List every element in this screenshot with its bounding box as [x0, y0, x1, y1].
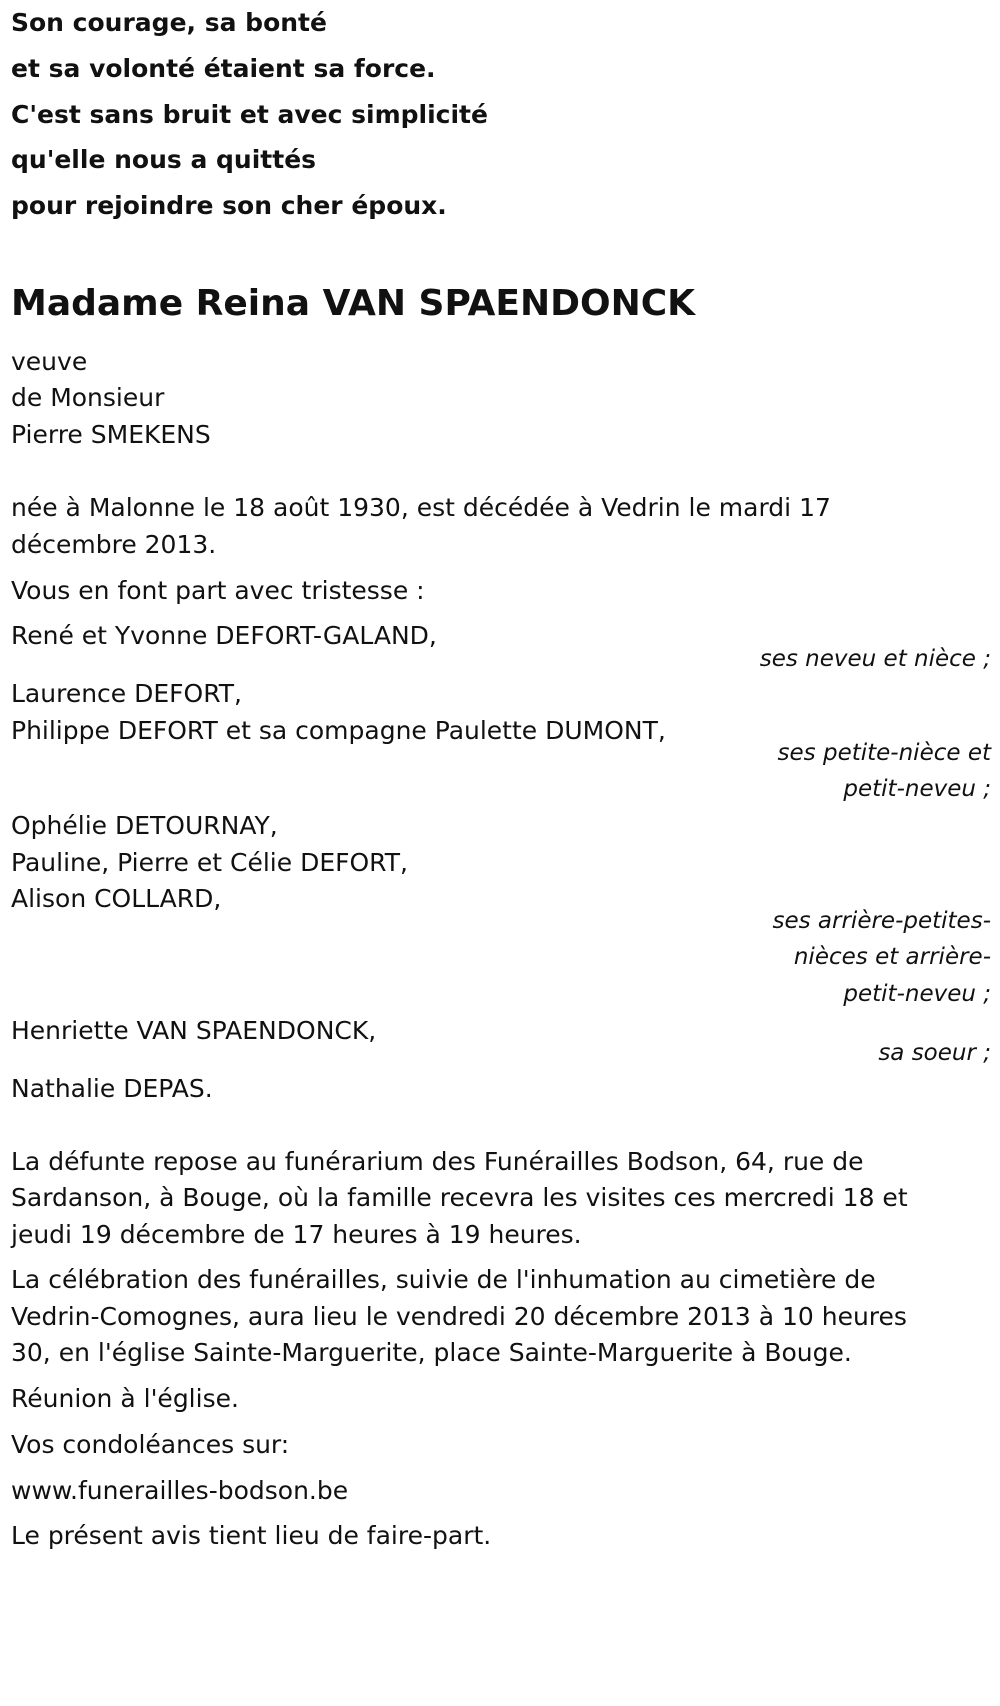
deceased-name: Madame Reina VAN SPAENDONCK	[11, 283, 696, 324]
family-relation: ses neveu et nièce ;	[759, 646, 991, 672]
family-relation: sa soeur ;	[878, 1040, 991, 1066]
ceremony-line-1: La célébration des funérailles, suivie de l'inhumation au cimetière de	[11, 1265, 876, 1294]
ceremony-line-3: 30, en l'église Sainte-Marguerite, place Sainte-Marguerite à Bouge.	[11, 1338, 852, 1367]
visitation-line-1: La défunte repose au funérarium des Funérailles Bodson, 64, rue de	[11, 1147, 864, 1176]
family-relation: ses arrière-petites-	[772, 908, 991, 934]
family-name: Pauline, Pierre et Célie DEFORT,	[11, 848, 408, 877]
family-name: Alison COLLARD,	[11, 884, 222, 913]
family-name: Laurence DEFORT,	[11, 679, 242, 708]
family-relation: petit-neveu ;	[843, 981, 991, 1007]
visitation-line-3: jeudi 19 décembre de 17 heures à 19 heures.	[11, 1220, 582, 1249]
condolences-label: Vos condoléances sur:	[11, 1430, 290, 1459]
reunion-note: Réunion à l'église.	[11, 1384, 239, 1413]
visitation-line-2: Sardanson, à Bouge, où la famille recevra les visites ces mercredi 18 et	[11, 1183, 908, 1212]
intro-line-4: qu'elle nous a quittés	[11, 145, 317, 174]
birth-death-line-2: décembre 2013.	[11, 530, 217, 559]
spouse-line-1: veuve	[11, 347, 88, 376]
family-name: Nathalie DEPAS.	[11, 1074, 213, 1103]
family-name: René et Yvonne DEFORT-GALAND,	[11, 621, 437, 650]
family-relation: nièces et arrière-	[793, 944, 991, 970]
spouse-line-2: de Monsieur	[11, 383, 165, 412]
announcement: Vous en font part avec tristesse :	[11, 576, 425, 605]
closing-note: Le présent avis tient lieu de faire-part.	[11, 1521, 492, 1550]
ceremony-line-2: Vedrin-Comognes, aura lieu le vendredi 20 décembre 2013 à 10 heures	[11, 1302, 907, 1331]
intro-line-3: C'est sans bruit et avec simplicité	[11, 100, 488, 129]
intro-line-5: pour rejoindre son cher époux.	[11, 191, 447, 220]
family-relation: petit-neveu ;	[843, 776, 991, 802]
intro-line-2: et sa volonté étaient sa force.	[11, 54, 436, 83]
website-link[interactable]: www.funerailles-bodson.be	[11, 1476, 349, 1505]
family-name: Henriette VAN SPAENDONCK,	[11, 1016, 377, 1045]
family-relation: ses petite-nièce et	[777, 740, 991, 766]
intro-line-1: Son courage, sa bonté	[11, 8, 327, 37]
birth-death-line-1: née à Malonne le 18 août 1930, est décédée à Vedrin le mardi 17	[11, 493, 831, 522]
family-name: Philippe DEFORT et sa compagne Paulette DUMONT,	[11, 716, 666, 745]
family-name: Ophélie DETOURNAY,	[11, 811, 278, 840]
spouse-line-3: Pierre SMEKENS	[11, 420, 211, 449]
